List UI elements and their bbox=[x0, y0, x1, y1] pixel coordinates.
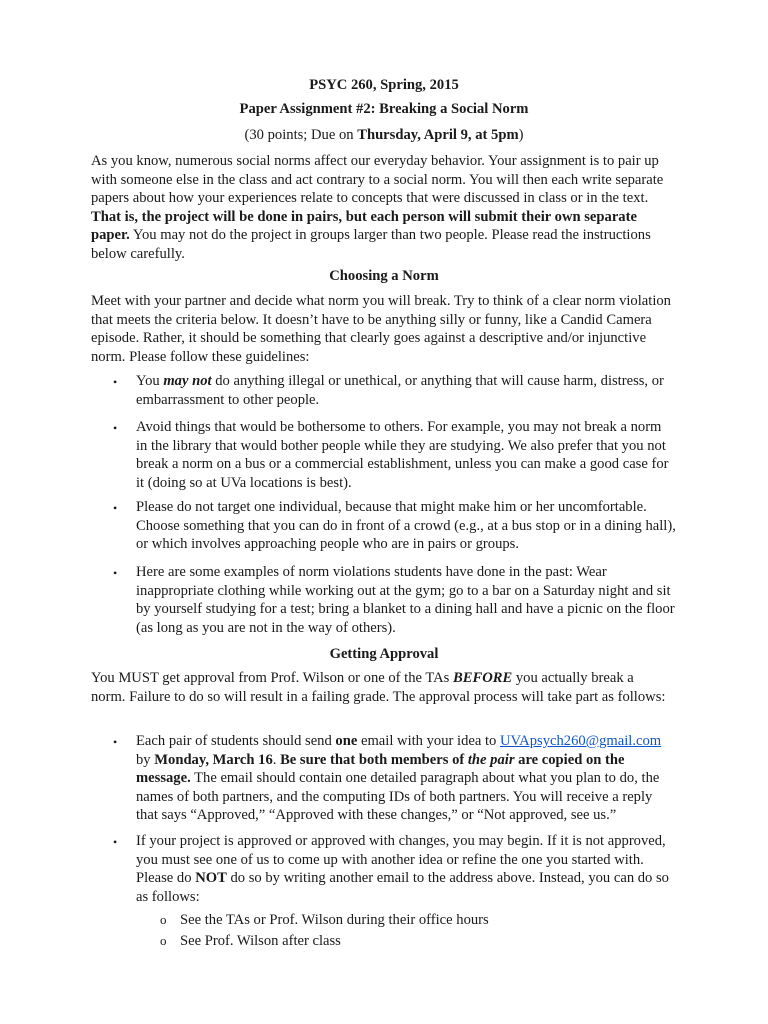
approval-step-1 bbox=[136, 732, 676, 825]
step-2-not: NOT bbox=[195, 870, 227, 887]
intro-paragraph bbox=[91, 152, 671, 264]
email-link[interactable]: UVApsych260@gmail.com bbox=[499, 733, 662, 749]
bullet-marker: • bbox=[113, 735, 118, 749]
bullet-marker: • bbox=[113, 421, 118, 435]
step-1-bold-em: the pair bbox=[467, 751, 515, 768]
guideline-1-post: do anything illegal or unethical, or anything that will cause harm, distress, or embarrassment to other people. bbox=[136, 373, 664, 408]
step-1-text-b: email with your idea to bbox=[357, 733, 500, 749]
guideline-1-emphasis: may not bbox=[163, 373, 212, 389]
intro-text-1: As you know, numerous social norms affect our everyday behavior. Your assignment is to pair up with someone else in the class and act contrary to a social norm. You will then each write separate papers about how your experiences relate to concepts that were discussed in class or in the text. bbox=[91, 153, 664, 207]
choosing-paragraph: Meet with your partner and decide what norm you will break. Try to think of a clear norm violation that meets the criteria below. It doesn’t have to be anything silly or funny, like a Candid Camera episode. Rather, it should be something that clearly goes against a descriptive and/or injunctive norm. Please follow these guidelines: bbox=[91, 293, 671, 365]
step-1-one: one bbox=[335, 733, 358, 749]
approval-post: you actually break a norm. Failure to do so will result in a failing grade. The approval process will take part as follows: bbox=[91, 670, 666, 705]
guideline-3: Please do not target one individual, because that might make him or her uncomfortable. Choose something that you can do in front of a crowd (e.g., at a bus stop or in a dining hall), or which involves approaching people who are in pairs or groups. bbox=[136, 499, 676, 553]
approval-step-2 bbox=[136, 832, 676, 906]
due-prefix: (30 points; Due on bbox=[244, 127, 358, 143]
intro-bold: That is, the project will be done in pairs, but each person will submit their own separate paper. bbox=[91, 208, 637, 244]
approval-emphasis: BEFORE bbox=[453, 670, 513, 686]
bullet-marker: • bbox=[113, 566, 118, 580]
guideline-4: Here are some examples of norm violations students have done in the past: Wear inappropriate clothing while working out at the gym; go to a bar on a Saturday night and sit by yourself studying for a test; bring a blanket to a dining hall and have a picnic on the floor (as long as you are not in the way of others). bbox=[136, 564, 675, 636]
step-1-period: . bbox=[272, 751, 281, 768]
due-date: Thursday, April 9, at 5pm bbox=[357, 127, 519, 143]
bullet-marker: • bbox=[113, 375, 118, 389]
approval-paragraph bbox=[91, 669, 671, 706]
approval-heading: Getting Approval bbox=[329, 646, 439, 662]
due-suffix: ) bbox=[518, 127, 524, 143]
step-1-by: by bbox=[136, 751, 155, 768]
bullet-marker: • bbox=[113, 835, 118, 849]
guideline-1 bbox=[136, 372, 676, 409]
option-office-hours: See the TAs or Prof. Wilson during their office hours bbox=[180, 912, 489, 928]
option-after-class: See Prof. Wilson after class bbox=[180, 933, 341, 949]
bullet-marker: • bbox=[113, 501, 118, 515]
choosing-heading: Choosing a Norm bbox=[329, 268, 439, 284]
due-line bbox=[0, 126, 768, 145]
step-1-bold-1: Be sure that both members of bbox=[280, 751, 468, 768]
guideline-2: Avoid things that would be bothersome to others. For example, you may not break a norm in the library that would bother people while they are studying. We also prefer that you not break a norm on a bus or a commercial establishment, unless you can make a good case for it (doing so at UVa locations is best). bbox=[136, 419, 669, 491]
intro-text-2: You may not do the project in groups larger than two people. Please read the instructions below carefully. bbox=[91, 227, 651, 262]
approval-pre: You MUST get approval from Prof. Wilson or one of the TAs bbox=[91, 670, 453, 686]
step-1-text-a: Each pair of students should send bbox=[136, 733, 336, 749]
sub-marker: o bbox=[160, 912, 167, 927]
sub-marker: o bbox=[160, 933, 167, 948]
step-2-pre: If your project is approved or approved with changes, you may begin. If it is not approved, you must see one of us to come up with another idea or refine the one you started with. Please do bbox=[136, 833, 666, 887]
assignment-title: Paper Assignment #2: Breaking a Social Norm bbox=[239, 101, 529, 117]
step-2-post: do so by writing another email to the address above. Instead, you can do so as follows: bbox=[136, 870, 669, 905]
course-title: PSYC 260, Spring, 2015 bbox=[309, 77, 459, 93]
guideline-1-pre: You bbox=[136, 373, 164, 389]
step-1-bold-2: are copied on the message. bbox=[136, 751, 625, 787]
step-1-rest: The email should contain one detailed paragraph about what you plan to do, the names of both partners, and the computing IDs of both partners. You will receive a reply that says “Approved,” “Approved with these changes,” or “Not approved, see us.” bbox=[136, 770, 660, 824]
step-1-date: Monday, March 16 bbox=[154, 751, 273, 768]
